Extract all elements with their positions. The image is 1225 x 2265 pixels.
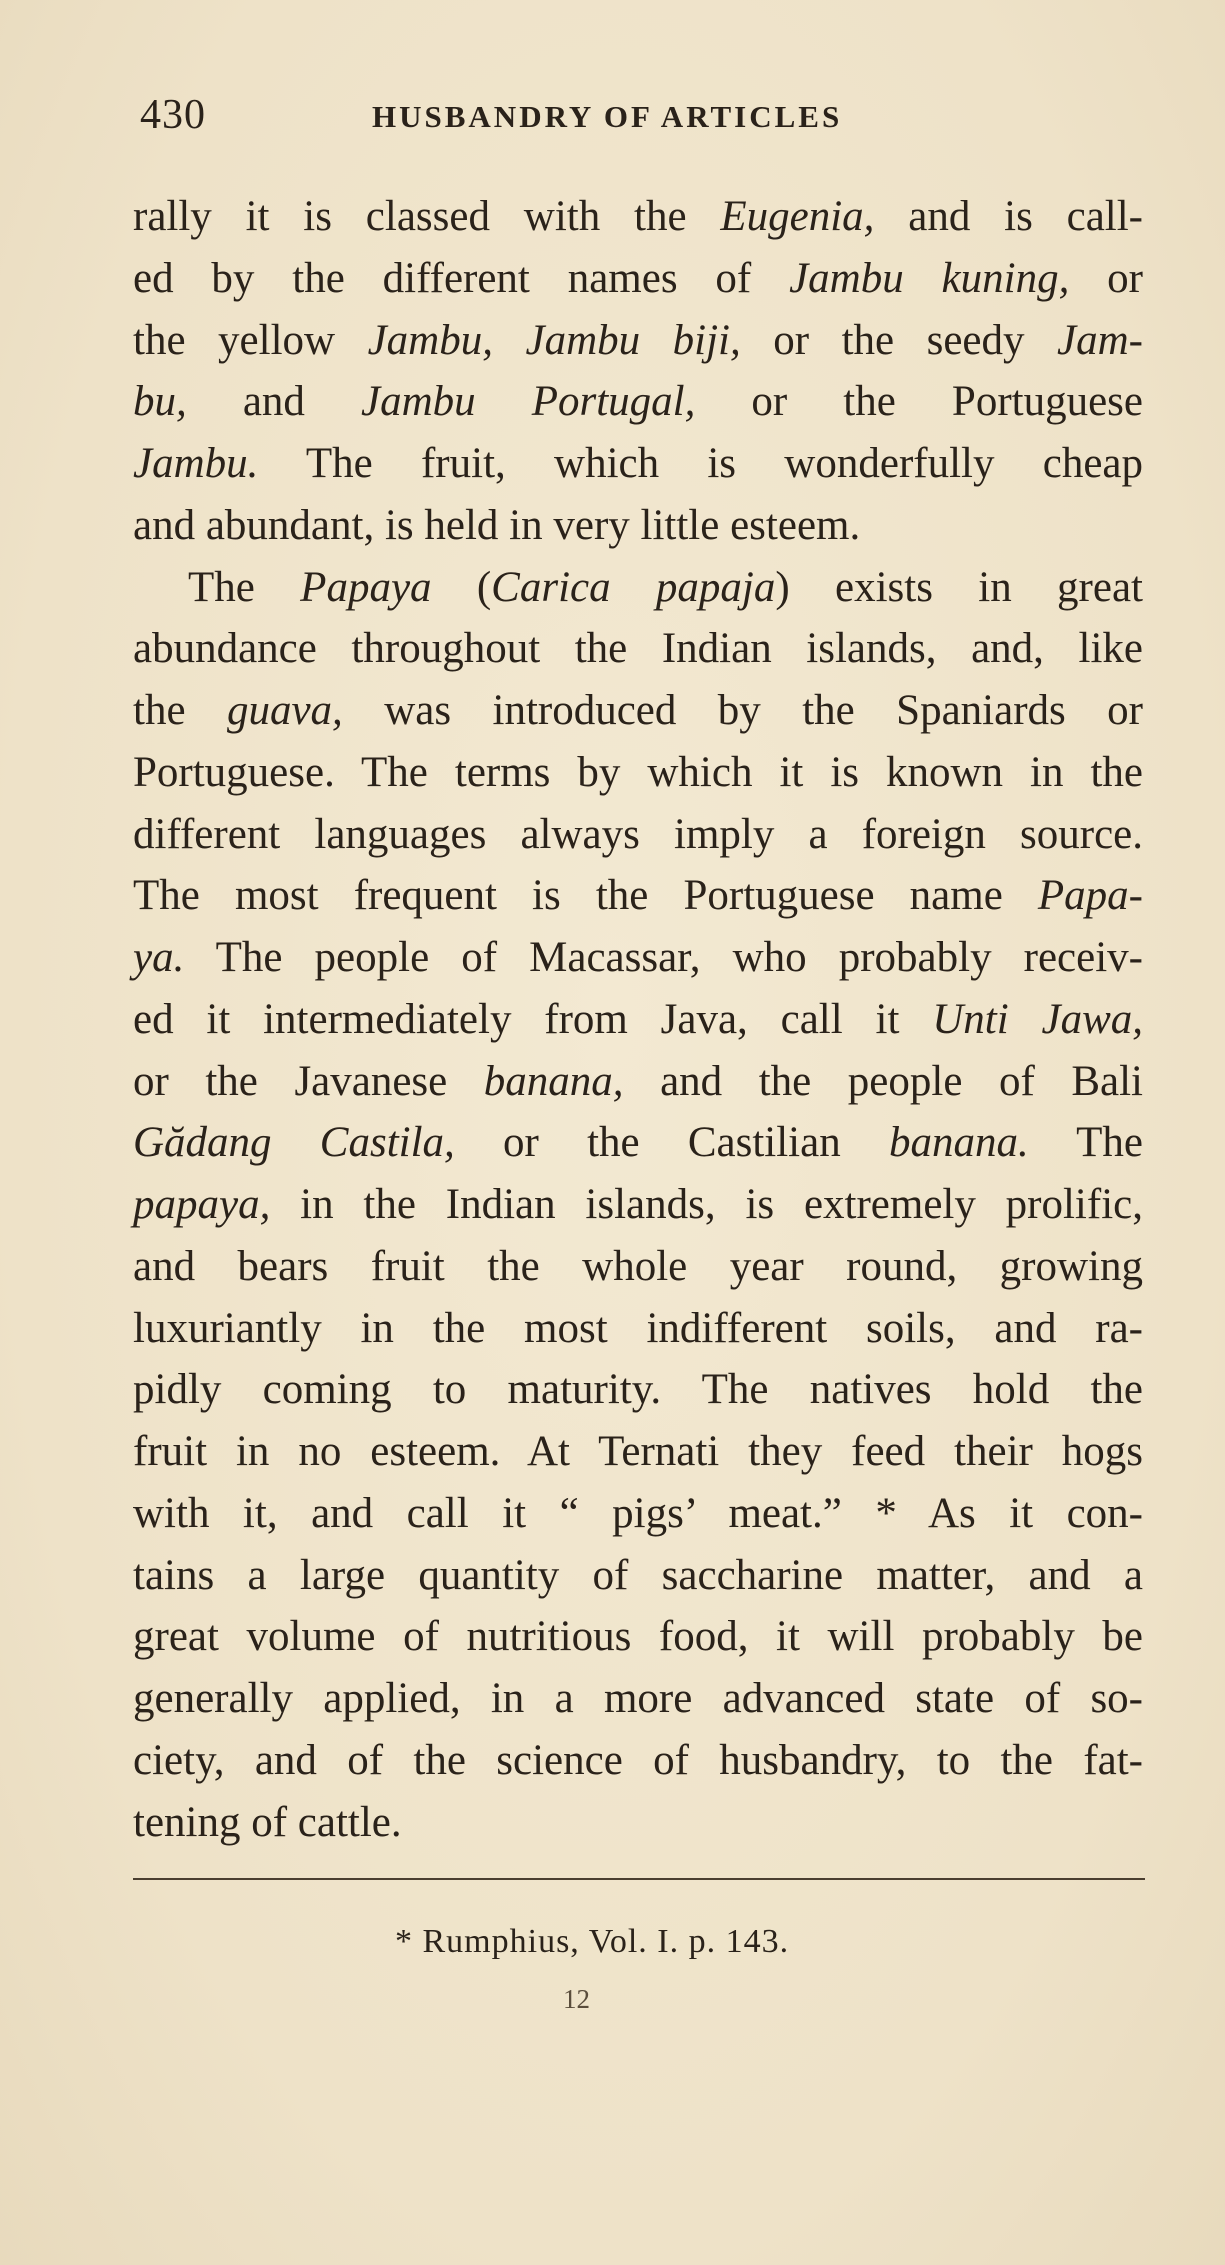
italic-text: guava, [226, 687, 343, 734]
text-line [133, 1668, 1143, 1730]
italic-text: Jambu, Jambu biji, [367, 316, 741, 364]
text-segment: tains a large quantity of saccharine matter, and a [133, 1551, 1143, 1599]
footnote: * Rumphius, Vol. I. p. 143. [395, 1923, 790, 1960]
text-line [133, 1606, 1143, 1668]
text-line [133, 433, 1143, 495]
text-line [133, 495, 1143, 557]
italic-text: Jambu. [133, 440, 259, 487]
text-segment: or [1069, 254, 1143, 302]
page-number: 430 [140, 92, 206, 138]
italic-text: Jambu Portugal, [360, 378, 696, 426]
text-segment: The [1028, 1119, 1144, 1167]
text-line [133, 804, 1143, 866]
text-segment: Portuguese. The terms by which it is known in the [133, 748, 1143, 796]
text-segment: fruit in no esteem. At Ternati they feed their hogs [133, 1428, 1143, 1475]
italic-text: banana. [888, 1119, 1029, 1167]
text-segment: The people of Macassar, who probably receiv- [184, 934, 1143, 981]
text-segment: and bears fruit the whole year round, growing [133, 1242, 1143, 1290]
text-segment: generally applied, in a more advanced state of so- [133, 1675, 1143, 1722]
body-text [133, 186, 1143, 1853]
text-line [133, 989, 1143, 1051]
text-line [133, 1359, 1143, 1421]
text-segment: pidly coming to maturity. The natives hold the [133, 1366, 1143, 1414]
italic-text: bu, [133, 378, 187, 426]
text-segment: or the Castilian [454, 1119, 889, 1167]
italic-text: Eugenia, [720, 193, 875, 240]
text-segment: abundance throughout the Indian islands, and, like [133, 625, 1143, 673]
text-line [133, 1730, 1143, 1792]
text-line [133, 248, 1143, 310]
italic-text: Papaya [300, 563, 432, 611]
text-line [133, 1421, 1143, 1483]
text-line [133, 186, 1143, 248]
text-segment: in the Indian islands, is extremely prolific, [270, 1181, 1143, 1228]
italic-text: ya. [133, 934, 185, 981]
text-segment: rally it is classed with the [133, 193, 721, 240]
text-segment: The fruit, which is wonderfully cheap [258, 440, 1143, 487]
text-segment: or the Javanese [133, 1057, 484, 1105]
signature-mark: 12 [563, 1984, 590, 2014]
italic-text: banana, [483, 1057, 624, 1105]
text-segment: the yellow [133, 316, 368, 364]
text-line [133, 1112, 1143, 1174]
text-line [133, 1483, 1143, 1545]
text-line [133, 310, 1143, 372]
footnote-rule [133, 1878, 1145, 1880]
text-segment: was introduced by the Spaniards or [342, 687, 1143, 734]
text-segment: the [133, 687, 227, 734]
italic-text: papaya, [133, 1181, 271, 1228]
text-segment: and [186, 378, 361, 426]
text-line [133, 371, 1143, 433]
text-segment: ed by the different names of [133, 254, 790, 302]
text-line [133, 1051, 1143, 1113]
text-line [133, 557, 1143, 619]
text-segment: The most frequent is the Portuguese name [133, 872, 1038, 920]
text-segment: ciety, and of the science of husbandry, to the fat- [133, 1736, 1143, 1784]
text-segment: or the Portuguese [695, 378, 1143, 426]
text-segment: The [188, 563, 301, 611]
italic-text: Carica papaja [491, 563, 776, 611]
text-line [133, 1545, 1143, 1607]
text-segment: with it, and call it “ pigs’ meat.” * As it con- [133, 1489, 1143, 1537]
text-segment: luxuriantly in the most indifferent soils, and ra- [133, 1304, 1143, 1352]
running-head [140, 90, 1140, 140]
text-segment: and abundant, is held in very little esteem. [133, 501, 861, 549]
text-line [133, 742, 1143, 804]
text-segment: and the people of Bali [623, 1057, 1143, 1105]
text-segment: ed it intermediately from Java, call it [133, 995, 933, 1043]
text-segment: ( [431, 563, 492, 611]
text-segment: or the seedy [740, 316, 1058, 364]
text-line [133, 1298, 1143, 1360]
italic-text: Gădang Castila, [133, 1119, 455, 1167]
italic-text: Unti Jawa, [932, 995, 1143, 1043]
text-line [133, 618, 1143, 680]
text-segment: different languages always imply a foreign source. [133, 810, 1143, 858]
text-segment: tening of cattle. [133, 1798, 402, 1846]
text-line [133, 1236, 1143, 1298]
italic-text: Jambu kuning, [789, 254, 1070, 302]
italic-text: Papa- [1037, 872, 1143, 920]
text-line [133, 1174, 1143, 1236]
running-title: HUSBANDRY OF ARTICLES [372, 99, 843, 134]
text-line [133, 680, 1143, 742]
text-segment: ) exists in great [775, 563, 1143, 611]
text-line [133, 865, 1143, 927]
text-segment: and is call- [874, 193, 1143, 240]
italic-text: Jam- [1057, 316, 1143, 364]
text-line [133, 1792, 1143, 1854]
text-line [133, 927, 1143, 989]
text-segment: great volume of nutritious food, it will probably be [133, 1613, 1143, 1661]
